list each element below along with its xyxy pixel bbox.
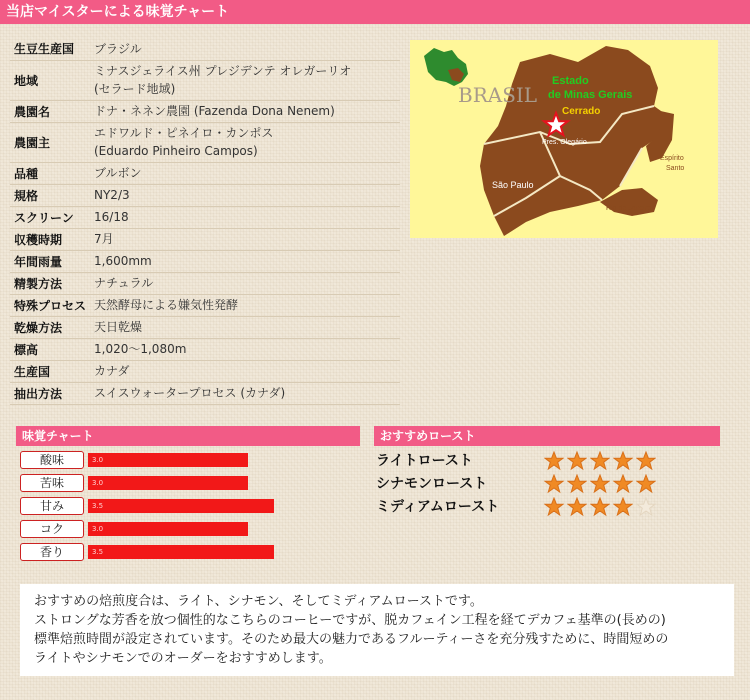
taste-bar-value: 3.5 [92, 502, 104, 510]
taste-bar [88, 499, 274, 513]
star-filled-icon [613, 451, 633, 471]
spec-value [90, 338, 400, 360]
star-filled-icon [590, 497, 610, 517]
roast-name: ライトロースト [376, 453, 473, 469]
spec-label: 農園主 [10, 122, 90, 162]
map-country-label: BRASIL [458, 83, 538, 107]
description-line: ライトやシナモンでのオーダーをおすすめします。 [34, 651, 332, 666]
star-rating [544, 451, 659, 471]
taste-label: 香り [20, 543, 84, 561]
spec-row [10, 122, 400, 162]
spec-value-line: スイスウォータープロセス (カナダ) [94, 386, 286, 400]
star-filled-icon [567, 451, 587, 471]
taste-bar-value: 3.0 [92, 525, 104, 533]
spec-row [10, 338, 400, 360]
description-box [20, 584, 734, 676]
spec-value-line: NY2/3 [94, 188, 130, 202]
spec-label: 抽出方法 [10, 382, 90, 404]
spec-row [10, 100, 400, 122]
spec-value [90, 382, 400, 404]
map-graphic [410, 40, 718, 238]
star-empty-icon [636, 497, 656, 517]
spec-value-line: (セラード地域) [94, 82, 176, 96]
spec-label: 乾燥方法 [10, 316, 90, 338]
spec-value-line: (Eduardo Pinheiro Campos) [94, 144, 258, 158]
star-filled-icon [636, 474, 656, 494]
star-filled-icon [590, 451, 610, 471]
description-line: ストロングな芳香を放つ個性的なこちらのコーヒーですが、脱カフェイン工程を経てデカフェ基準の(長めの) [34, 613, 666, 628]
spec-label: 規格 [10, 184, 90, 206]
taste-bar [88, 453, 248, 467]
spec-value [90, 38, 400, 60]
roast-header [374, 426, 720, 446]
star-rating [544, 474, 659, 494]
spec-value [90, 60, 400, 100]
spec-value [90, 162, 400, 184]
roast-name: ミディアムロースト [376, 499, 500, 515]
spec-label: 生豆生産国 [10, 38, 90, 60]
spec-value [90, 272, 400, 294]
taste-chart-title: 味覚チャート [22, 429, 94, 443]
spec-value-line: ドナ・ネネン農園 (Fazenda Dona Nenem) [94, 104, 335, 118]
taste-bar-value: 3.0 [92, 456, 104, 464]
map-state-label-1: Estado [552, 75, 589, 87]
spec-row [10, 228, 400, 250]
map-city-label: Pres. Olegário [542, 139, 587, 146]
spec-row [10, 250, 400, 272]
spec-label: 地域 [10, 60, 90, 100]
spec-row [10, 360, 400, 382]
spec-row [10, 272, 400, 294]
spec-row [10, 60, 400, 100]
spec-label: 標高 [10, 338, 90, 360]
coffee-spec-table [10, 38, 400, 405]
taste-label: 酸味 [20, 451, 84, 469]
star-filled-icon [636, 451, 656, 471]
spec-value-line: 天然酵母による嫌気性発酵 [94, 298, 239, 312]
spec-label: 品種 [10, 162, 90, 184]
taste-label: コク [20, 520, 84, 538]
star-filled-icon [613, 474, 633, 494]
star-filled-icon [613, 497, 633, 517]
spec-row [10, 184, 400, 206]
spec-row [10, 382, 400, 404]
spec-value [90, 228, 400, 250]
spec-value [90, 294, 400, 316]
taste-bar [88, 522, 248, 536]
spec-row [10, 38, 400, 60]
star-filled-icon [544, 474, 564, 494]
spec-label: スクリーン [10, 206, 90, 228]
spec-value-line: ブラジル [94, 41, 142, 56]
spec-row [10, 162, 400, 184]
taste-bar-value: 3.5 [92, 548, 104, 556]
star-filled-icon [590, 474, 610, 494]
map-saopaulo-label: São Paulo [492, 180, 534, 190]
spec-value-line: 天日乾燥 [94, 320, 143, 334]
spec-label: 生産国 [10, 360, 90, 382]
spec-label: 精製方法 [10, 272, 90, 294]
spec-value-line: カナダ [94, 364, 130, 378]
spec-value-line: 1,020〜1,080m [94, 342, 187, 356]
spec-value [90, 100, 400, 122]
star-filled-icon [544, 497, 564, 517]
map-rio-label: Rio de Janeiro [606, 205, 652, 212]
taste-bar [88, 545, 274, 559]
spec-value [90, 316, 400, 338]
spec-value-line: 16/18 [94, 210, 129, 224]
taste-bar-value: 3.0 [92, 479, 104, 487]
spec-value [90, 250, 400, 272]
star-filled-icon [544, 451, 564, 471]
spec-row [10, 316, 400, 338]
map-espirito-label-1: Espírito [660, 155, 684, 162]
spec-value [90, 184, 400, 206]
description-line: おすすめの焙煎度合は、ライト、シナモン、そしてミディアムローストです。 [34, 594, 483, 609]
spec-value-line: ナチュラル [94, 276, 154, 290]
spec-label: 農園名 [10, 100, 90, 122]
spec-value-line: ブルボン [94, 166, 142, 180]
map-espirito-label-2: Santo [666, 165, 685, 172]
roast-name: シナモンロースト [376, 476, 488, 492]
spec-value [90, 122, 400, 162]
spec-row [10, 206, 400, 228]
spec-value-line: ミナスジェライス州 プレジデンテ オレガーリオ [94, 64, 352, 78]
taste-bar [88, 476, 248, 490]
description-line: 標準焙煎時間が設定されています。そのため最大の魅力であるフルーティーさを充分残すために、時間短めの [34, 632, 669, 647]
star-rating [544, 497, 659, 517]
spec-label: 特殊プロセス [10, 294, 90, 316]
map-region-label: Cerrado [562, 106, 601, 117]
taste-label: 甘み [20, 497, 84, 515]
page-title: 当店マイスターによる味覚チャート [6, 4, 230, 20]
page-header [0, 0, 750, 24]
spec-value [90, 206, 400, 228]
spec-row [10, 294, 400, 316]
taste-chart-header [16, 426, 360, 446]
spec-value-line: エドワルド・ピネイロ・カンポス [94, 126, 274, 140]
star-filled-icon [567, 474, 587, 494]
taste-label: 苦味 [20, 474, 84, 492]
map-state-label-2: de Minas Gerais [548, 89, 633, 101]
star-filled-icon [567, 497, 587, 517]
spec-label: 年間雨量 [10, 250, 90, 272]
spec-value [90, 360, 400, 382]
brazil-outline [424, 48, 468, 86]
spec-value-line: 7月 [94, 232, 114, 246]
roast-title: おすすめロースト [380, 429, 476, 443]
brazil-map [410, 40, 718, 238]
spec-value-line: 1,600mm [94, 254, 152, 268]
spec-label: 収穫時期 [10, 228, 90, 250]
